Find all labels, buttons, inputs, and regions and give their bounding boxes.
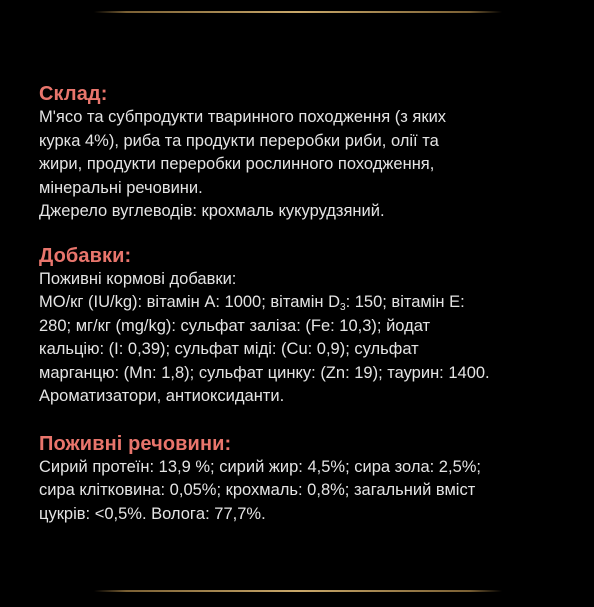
- composition-heading: Склад:: [39, 83, 108, 105]
- nutrients-heading: Поживні речовини:: [39, 432, 232, 455]
- top-gold-divider: [94, 11, 502, 13]
- additives-line: 280; мг/кг (mg/kg): сульфат заліза: (Fe: 10,3); йодат: [39, 316, 431, 335]
- additives-line: Ароматизатори, антиоксиданти.: [39, 387, 285, 405]
- composition-line: жири, продукти переробки рослинного походження,: [39, 155, 435, 173]
- nutrients-line: сира клітковина: 0,05%; крохмаль: 0,8%; загальний вміст: [39, 481, 476, 499]
- bottom-gold-divider: [94, 590, 502, 592]
- section-nutrients: [39, 432, 569, 527]
- nutrition-label: [39, 82, 569, 526]
- vitamin-d-subscript: 3: [340, 302, 346, 313]
- nutrients-line: Сирий протеїн: 13,9 %; сирий жир: 4,5%; сира зола: 2,5%;: [39, 457, 482, 476]
- composition-line: Джерело вуглеводів: крохмаль кукурудзяний.: [39, 202, 385, 220]
- nutrients-line: цукрів: <0,5%. Вологa: 77,7%.: [39, 504, 266, 523]
- additives-line: марганцю: (Mn: 1,8); сульфат цинку: (Zn: 19); таурин: 1400.: [39, 363, 490, 382]
- section-additives: [39, 244, 569, 409]
- additives-vitamins-part-a: МО/кг (IU/kg): вітамін A: 1000; вітамін D: [39, 293, 340, 311]
- additives-line: кальцію: (I: 0,39); сульфат міді: (Cu: 0,9); сульфат: [39, 340, 419, 358]
- composition-line: М'ясо та субпродукти тваринного походження (з яких: [39, 108, 447, 126]
- additives-line-vitamins: [39, 291, 569, 315]
- additives-line: Поживні кормові добавки:: [39, 269, 237, 288]
- composition-line: мінеральні речовини.: [39, 178, 203, 197]
- additives-vitamins-part-b: : 150; вітамін E:: [345, 293, 465, 311]
- additives-heading: Добавки:: [39, 244, 132, 267]
- section-composition: [39, 82, 569, 224]
- composition-line: курка 4%), риба та продукти переробки риби, олії та: [39, 131, 439, 150]
